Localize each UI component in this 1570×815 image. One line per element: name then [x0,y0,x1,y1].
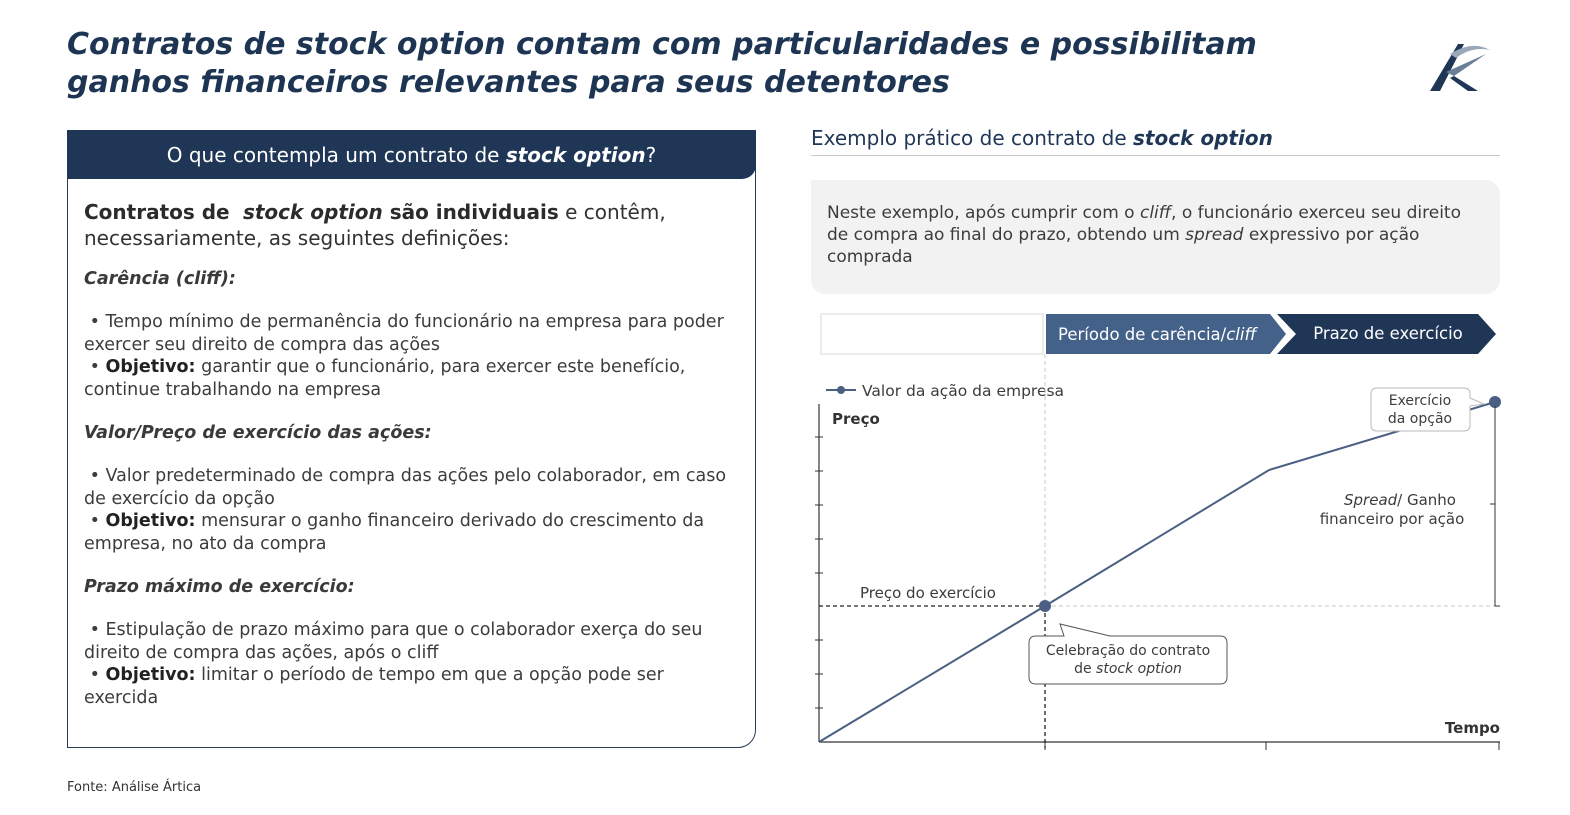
bullet-objective: • Objetivo: garantir que o funcionário, para exercer este benefício, continue trabalhando na empresa [84,357,686,400]
bullet-desc-text: Tempo mínimo de permanência do funcionário na empresa para poder exercer seu direito de compra das ações [84,312,724,355]
intro-bold-2: são individuais [382,200,559,224]
section-title: Carência (cliff): [84,269,236,289]
bullet-objective: • Objetivo: mensurar o ganho financeiro derivado do crescimento da empresa, no ato da compra [84,511,705,554]
example-text-1: Neste exemplo, após cumprir com o [827,203,1140,223]
intro-rest: e contêm, necessariamente, as seguintes definições: [84,200,666,250]
bullet-objective: • Objetivo: limitar o período de tempo em que a opção pode ser exercida [84,665,664,708]
phase-cliff-label: Período de carência/cliff [1058,325,1257,344]
section-title: Valor/Preço de exercício das ações: [84,423,432,443]
bullet-desc-text: Valor predeterminado de compra das ações pelo colaborador, em caso de exercício da opção [84,466,727,509]
bullet-desc-text: Estipulação de prazo máximo para que o colaborador exerça do seu direito de compra das ações, após o cliff [84,620,703,663]
title-line-1: Contratos de stock option contam com particularidades e possibilitam [67,27,1257,62]
spread-label-line-1: Spread/ Ganho [1344,491,1456,509]
legend-label: Valor da ação da empresa [862,382,1065,400]
contract-callout-line-2: de stock option [1074,661,1182,677]
contract-point [1039,600,1051,612]
legend-marker [837,386,845,394]
source-note: Fonte: Análise Ártica [67,780,202,795]
header-text: O que contempla um contrato de [166,142,500,167]
y-axis-label: Preço [832,410,880,428]
contract-callout-line-1: Celebração do contrato [1045,643,1211,659]
bullet-desc: • Tempo mínimo de permanência do funcionário na empresa para poder exercer seu direito de compra das ações [84,312,724,355]
spread-label-line-2: financeiro por ação [1319,510,1465,528]
intro-bold-1: Contratos de [84,200,237,224]
title-line-2: ganhos financeiros relevantes para seus detentores [67,65,950,100]
header-emphasis: stock option [505,142,646,167]
bullet-desc: • Estipulação de prazo máximo para que o colaborador exerça do seu direito de compra das ações, após o cliff [84,620,703,663]
bullet-desc: • Valor predeterminado de compra das ações pelo colaborador, em caso de exercício da opção [84,466,727,509]
x-axis-label: Tempo [1444,719,1500,737]
example-title-emphasis: stock option [1133,126,1273,150]
objective-text: garantir que o funcionário, para exercer este benefício, continue trabalhando na empresa [84,357,686,400]
x-axis-ticks [1045,742,1499,750]
exercise-callout-line-1: Exercício [1388,393,1452,409]
intro-emphasis: stock option [242,200,383,224]
objective-text: mensurar o ganho financeiro derivado do crescimento da empresa, no ato da compra [84,511,705,554]
objective-label: Objetivo: [105,665,196,685]
phase-empty-segment [821,314,1043,354]
stock-price-line [819,402,1495,742]
strike-price-label: Preço do exercício [860,584,996,602]
objective-label: Objetivo: [105,511,196,531]
phase-exercise-label: Prazo de exercício [1313,324,1463,343]
example-title-text: Exemplo prático de contrato de [811,126,1134,150]
objective-text: limitar o período de tempo em que a opção pode ser exercida [84,665,664,708]
section-title: Prazo máximo de exercício: [84,577,355,597]
objective-label: Objetivo: [105,357,196,377]
example-emphasis-1: cliff [1139,203,1172,223]
spread-bracket [1495,406,1500,606]
exercise-callout-line-2: da opção [1387,411,1453,427]
example-text-3: expressivo por ação comprada [827,225,1420,267]
example-emphasis-2: spread [1185,225,1244,245]
header-question-mark: ? [645,142,657,167]
example-text-2: , o funcionário exerceu seu direito de compra ao final do prazo, obtendo um [827,203,1461,245]
